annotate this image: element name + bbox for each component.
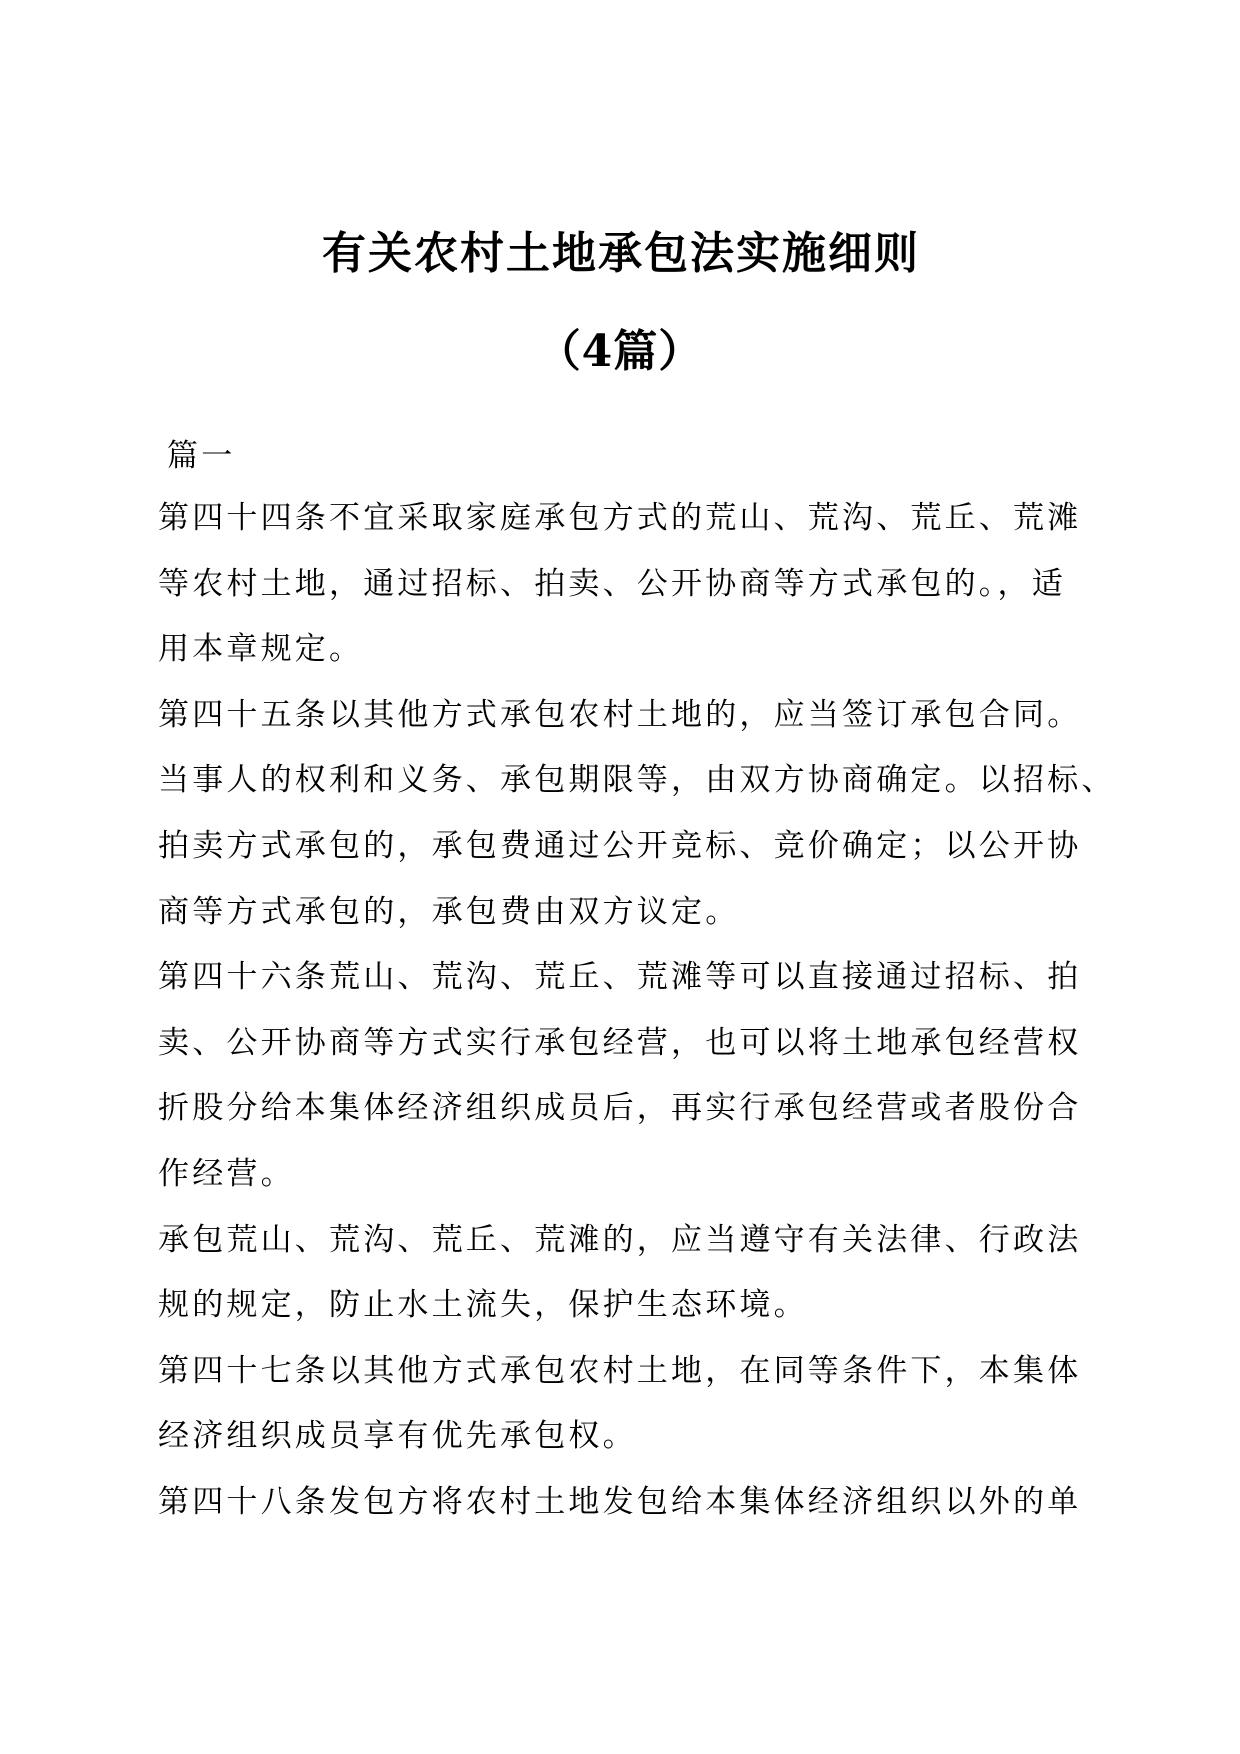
text-line-6: 拍卖方式承包的，承包费通过公开竞标、竞价确定；以公开协: [158, 827, 1082, 864]
text-line-11: 作经营。: [158, 1155, 295, 1192]
text-line-15: 经济组织成员享有优先承包权。: [158, 1418, 637, 1455]
text-line-7: 商等方式承包的，承包费由双方议定。: [158, 893, 740, 930]
text-line-13: 规的规定，防止水土流失，保护生态环境。: [158, 1287, 808, 1324]
text-line-9: 卖、公开协商等方式实行承包经营，也可以将土地承包经营权: [158, 1024, 1082, 1061]
text-line-12: 承包荒山、荒沟、荒丘、荒滩的，应当遵守有关法律、行政法: [158, 1221, 1082, 1258]
text-line-5: 当事人的权利和义务、承包期限等，由双方协商确定。以招标、: [158, 762, 1116, 799]
text-line-10: 折股分给本集体经济组织成员后，再实行承包经营或者股份合: [158, 1090, 1082, 1127]
body-text: [158, 486, 1158, 1536]
section-heading: 篇一: [167, 438, 236, 474]
text-line-1: 第四十四条不宜采取家庭承包方式的荒山、荒沟、荒丘、荒滩: [158, 500, 1082, 536]
text-line-8: 第四十六条荒山、荒沟、荒丘、荒滩等可以直接通过招标、拍: [158, 959, 1082, 996]
text-line-3: 用本章规定。: [158, 631, 364, 668]
document-title: 有关农村土地承包法实施细则: [322, 228, 920, 279]
text-line-2: 等农村土地，通过招标、拍卖、公开协商等方式承包的。，适: [158, 565, 1066, 602]
text-line-16: 第四十八条发包方将农村土地发包给本集体经济组织以外的单: [158, 1483, 1082, 1520]
text-line-4: 第四十五条以其他方式承包农村土地的，应当签订承包合同。: [158, 696, 1082, 733]
text-line-14: 第四十七条以其他方式承包农村土地，在同等条件下，本集体: [158, 1352, 1082, 1389]
document-subtitle: （4篇）: [536, 326, 704, 377]
